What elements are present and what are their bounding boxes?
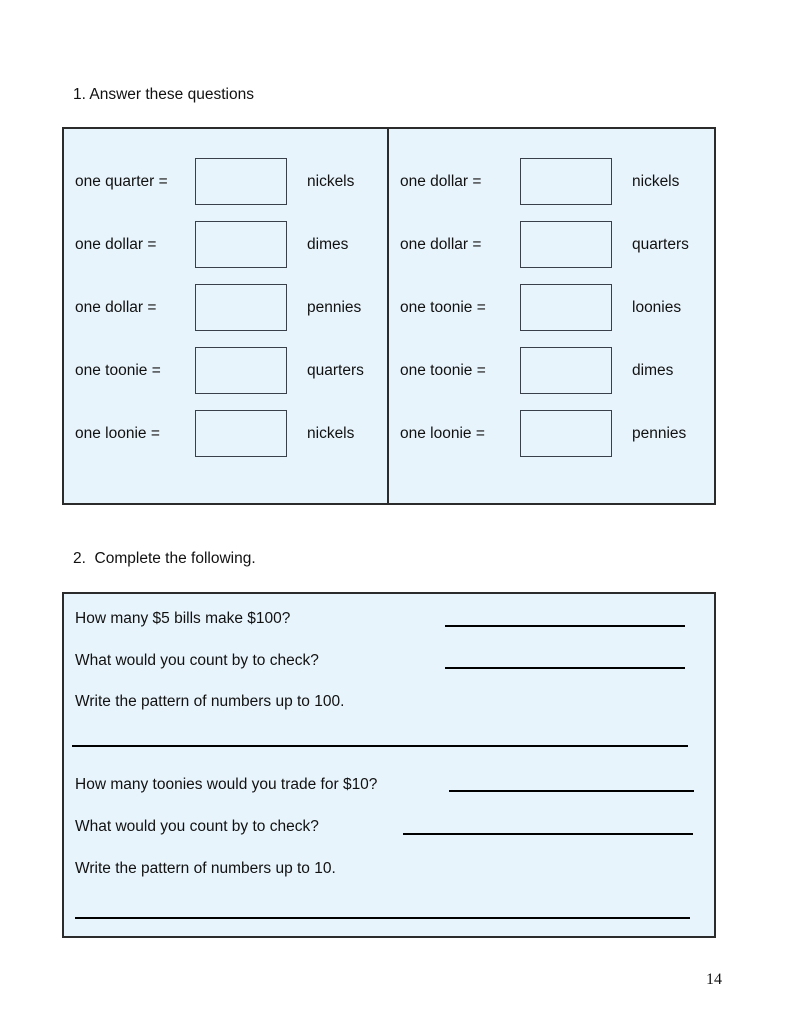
answer-line[interactable] xyxy=(403,833,693,835)
section1-left-column xyxy=(64,129,389,503)
conversion-row xyxy=(389,402,714,465)
question-text: Write the pattern of numbers up to 10. xyxy=(75,860,336,877)
page-number: 14 xyxy=(706,971,722,988)
answer-line[interactable] xyxy=(75,917,690,919)
answer-box[interactable] xyxy=(195,410,287,457)
conversion-unit: quarters xyxy=(307,361,364,379)
conversion-unit: pennies xyxy=(632,424,687,442)
conversion-unit: nickels xyxy=(307,424,355,442)
question-text: How many toonies would you trade for $10? xyxy=(75,776,378,793)
conversion-label: one loonie = xyxy=(400,424,485,442)
conversion-label: one quarter = xyxy=(75,172,168,190)
conversion-unit: dimes xyxy=(632,361,674,379)
conversion-unit: quarters xyxy=(632,235,689,253)
answer-box[interactable] xyxy=(195,158,287,205)
conversion-label: one loonie = xyxy=(75,424,160,442)
conversion-unit: loonies xyxy=(632,298,682,316)
answer-box[interactable] xyxy=(195,221,287,268)
answer-box[interactable] xyxy=(195,347,287,394)
section2-panel xyxy=(62,592,716,938)
question-text: What would you count by to check? xyxy=(75,652,319,669)
question-text: Write the pattern of numbers up to 100. xyxy=(75,693,345,710)
conversion-label: one dollar = xyxy=(400,235,482,253)
conversion-label: one toonie = xyxy=(400,361,486,379)
conversion-row xyxy=(64,276,387,339)
conversion-row xyxy=(389,150,714,213)
conversion-unit: dimes xyxy=(307,235,349,253)
conversion-row xyxy=(389,276,714,339)
conversion-label: one dollar = xyxy=(75,298,157,316)
answer-box[interactable] xyxy=(520,410,612,457)
section2-heading: 2. Complete the following. xyxy=(73,550,256,567)
section1-right-column xyxy=(389,129,714,503)
answer-line[interactable] xyxy=(445,667,685,669)
answer-box[interactable] xyxy=(520,221,612,268)
section1-panel xyxy=(62,127,716,505)
answer-box[interactable] xyxy=(520,158,612,205)
conversion-row xyxy=(389,213,714,276)
conversion-row xyxy=(389,339,714,402)
conversion-unit: nickels xyxy=(307,172,355,190)
answer-box[interactable] xyxy=(520,347,612,394)
answer-box[interactable] xyxy=(195,284,287,331)
answer-box[interactable] xyxy=(520,284,612,331)
answer-line[interactable] xyxy=(449,790,694,792)
question-text: How many $5 bills make $100? xyxy=(75,610,291,627)
conversion-label: one dollar = xyxy=(400,172,482,190)
conversion-label: one dollar = xyxy=(75,235,157,253)
conversion-row xyxy=(64,150,387,213)
conversion-row xyxy=(64,402,387,465)
answer-line[interactable] xyxy=(445,625,685,627)
section1-heading: 1. Answer these questions xyxy=(73,86,254,103)
conversion-label: one toonie = xyxy=(75,361,161,379)
answer-line[interactable] xyxy=(72,745,688,747)
conversion-unit: pennies xyxy=(307,298,362,316)
conversion-unit: nickels xyxy=(632,172,680,190)
question-text: What would you count by to check? xyxy=(75,818,319,835)
conversion-row xyxy=(64,339,387,402)
conversion-row xyxy=(64,213,387,276)
conversion-label: one toonie = xyxy=(400,298,486,316)
